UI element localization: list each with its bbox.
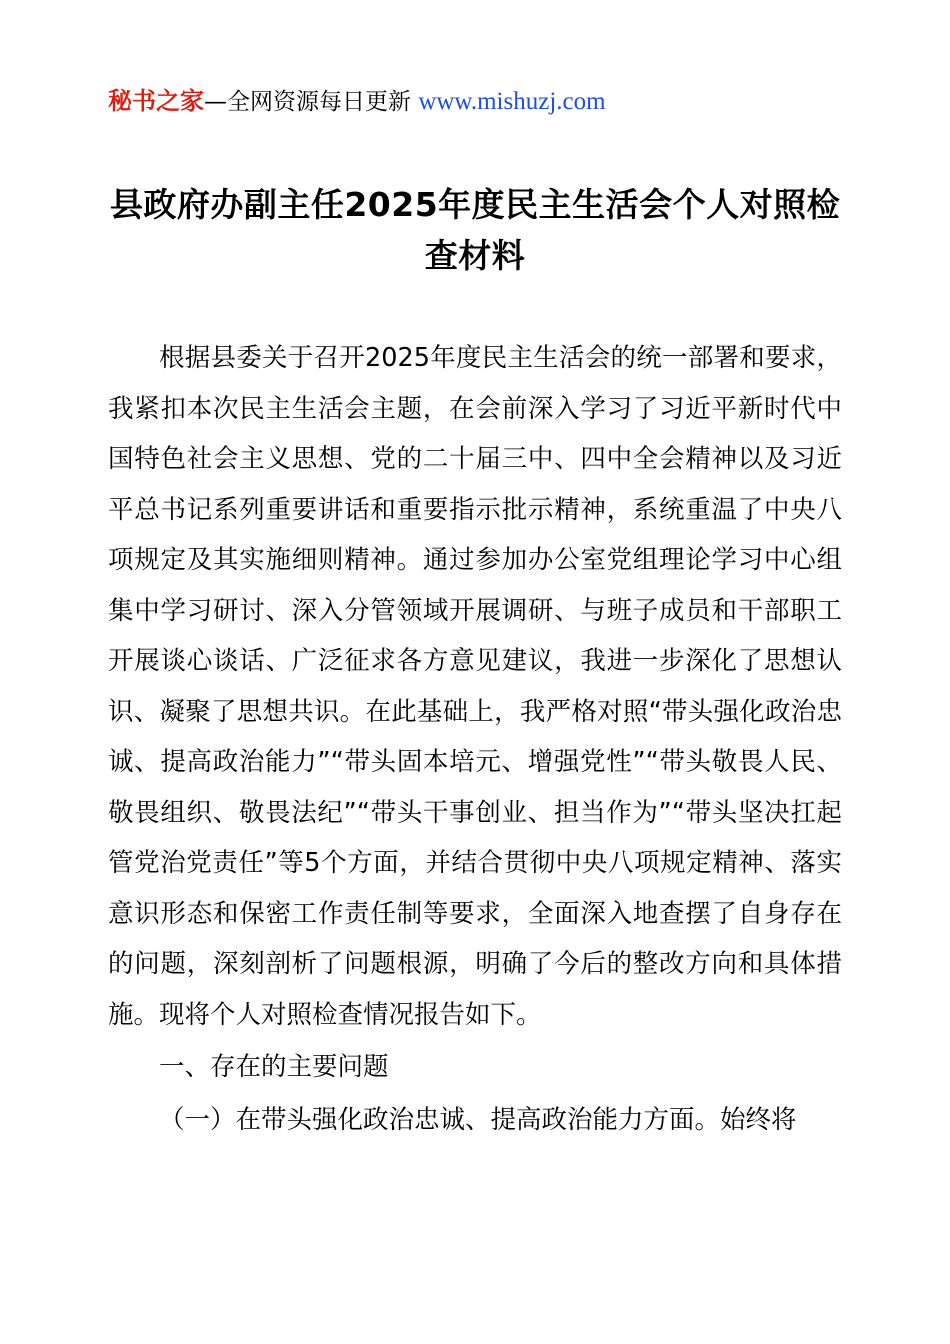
paragraph-intro: 根据县委关于召开2025年度民主生活会的统一部署和要求，我紧扣本次民主生活会主题，在会前深入学习了习近平新时代中国特色社会主义思想、党的二十届三中、四中全会精神以及习近平总书记系列重要讲话和重要指示批示精神，系统重温了中央八项规定及其实施细则精神。通过参加办公室党组理论学习中心组集中学习研讨、深入分管领域开展调研、与班子成员和干部职工开展谈心谈话、广泛征求各方意见建议，我进一步深化了思想认识、凝聚了思想共识。在此基础上，我严格对照“带头强化政治忠诚、提高政治能力”“带头固本培元、增强党性”“带头敬畏人民、敬畏组织、敬畏法纪”“带头干事创业、担当作为”“带头坚决扛起管党治党责任”等5个方面，并结合贯彻中央八项规定精神、落实意识形态和保密工作责任制等要求，全面深入地查摆了自身存在的问题，深刻剖析了问题根源，明确了今后的整改方向和具体措施。现将个人对照检查情况报告如下。 bbox=[108, 343, 842, 1030]
site-watermark-header bbox=[108, 0, 842, 117]
page-title: 县政府办副主任2025年度民主生活会个人对照检查材料 bbox=[109, 185, 841, 276]
heading-section-one: 一、存在的主要问题 bbox=[159, 1052, 389, 1083]
document-body bbox=[108, 333, 842, 1145]
site-url-link[interactable]: www.mishuzj.com bbox=[418, 88, 606, 115]
site-brand-name: 秘书之家 bbox=[108, 87, 204, 115]
heading-subsection-one: （一）在带头强化政治忠诚、提高政治能力方面。始终将 bbox=[159, 1104, 797, 1135]
site-tagline: —全网资源每日更新 bbox=[204, 89, 419, 115]
